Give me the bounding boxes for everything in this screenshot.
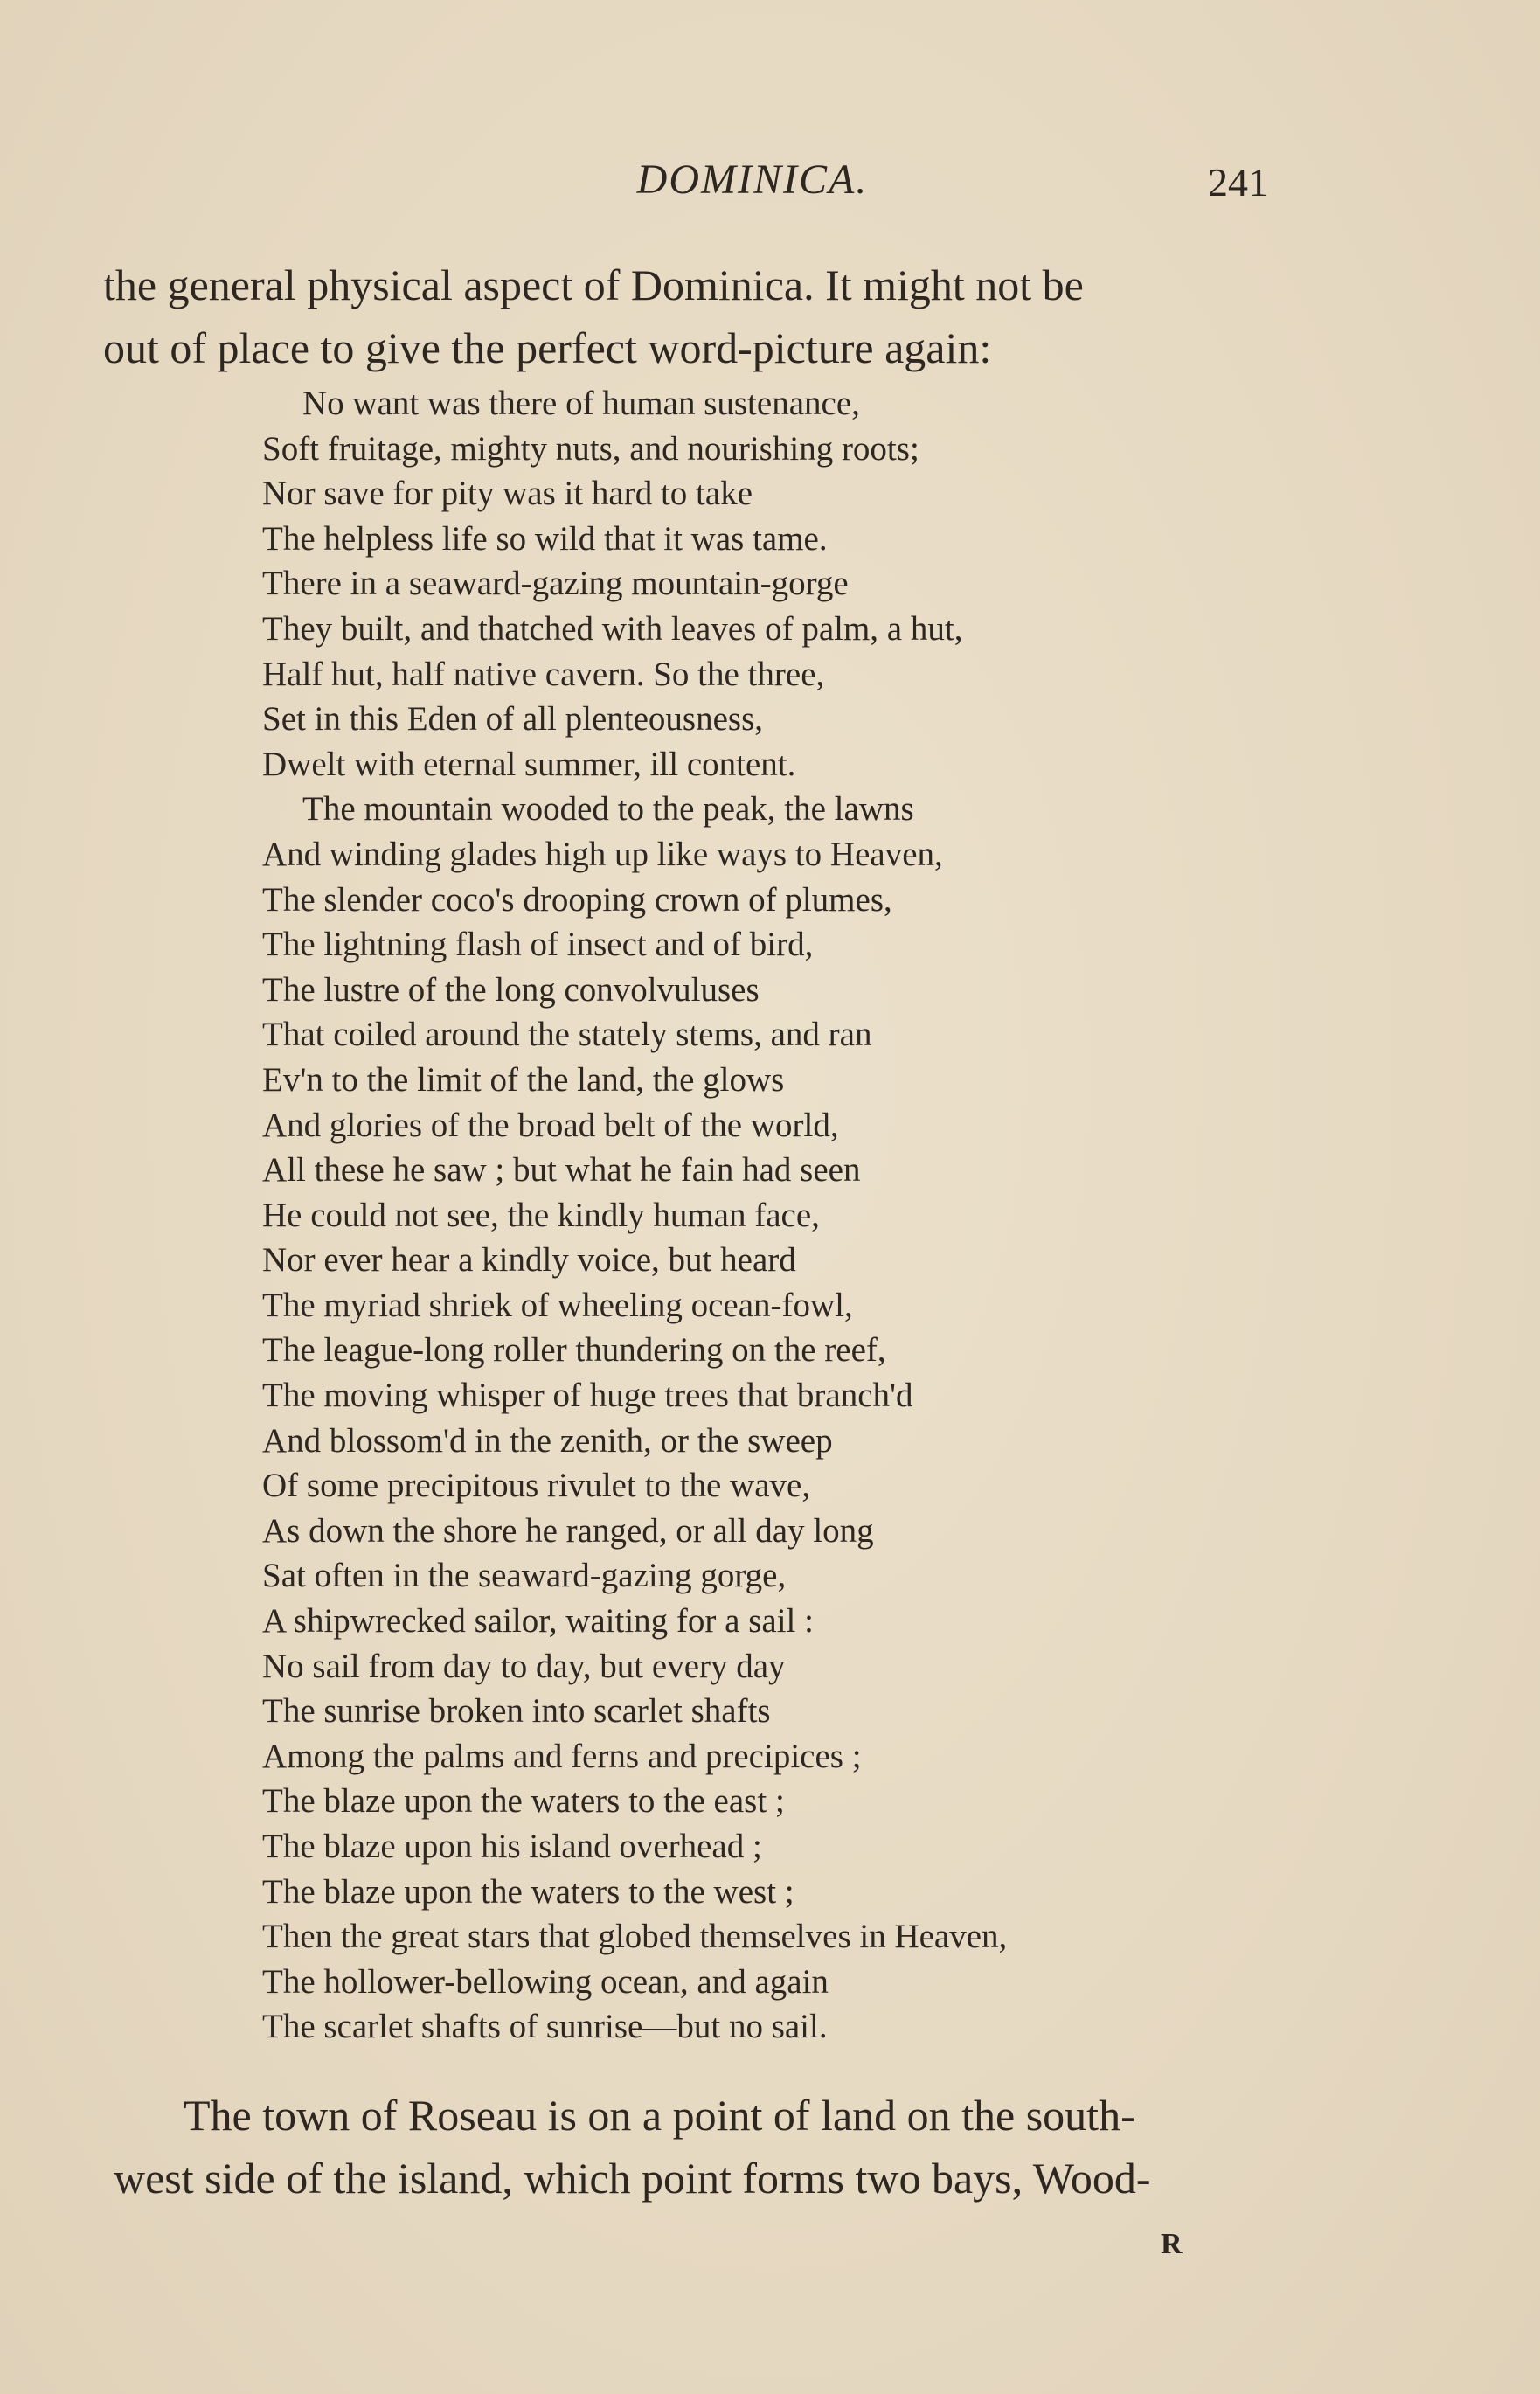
signature-mark: R	[1161, 2228, 1183, 2260]
prose-paragraph-bottom	[103, 2084, 1283, 2210]
poem-line: A shipwrecked sailor, waiting for a sail :	[262, 1602, 814, 1641]
page-number: 241	[1208, 160, 1268, 205]
prose-line: west side of the island, which point forms two bays, Wood-	[114, 2154, 1151, 2203]
poem-line: Soft fruitage, mighty nuts, and nourishing roots;	[262, 429, 919, 468]
poem-line: They built, and thatched with leaves of palm, a hut,	[262, 609, 963, 648]
poem-line: Dwelt with eternal summer, ill content.	[262, 745, 796, 783]
poem-line: The hollower-bellowing ocean, and again	[262, 1962, 829, 2001]
poem-line: Nor save for pity was it hard to take	[262, 475, 753, 513]
poem-line: He could not see, the kindly human face,	[262, 1196, 820, 1234]
poem-line: Half hut, half native cavern. So the three,	[262, 655, 825, 693]
poem-line: All these he saw ; but what he fain had seen	[262, 1151, 861, 1190]
poem-line: The blaze upon his island overhead ;	[262, 1828, 762, 1865]
prose-line: out of place to give the perfect word-picture again:	[103, 323, 992, 372]
poem-line: The lustre of the long convolvuluses	[262, 970, 760, 1009]
poem-line: And winding glades high up like ways to Heaven,	[262, 835, 943, 873]
poem-line: The league-long roller thundering on the reef,	[262, 1331, 886, 1370]
poem-line: Nor ever hear a kindly voice, but heard	[262, 1241, 796, 1280]
poem-line: The lightning flash of insect and of bird,	[262, 926, 814, 964]
poem-line: The mountain wooded to the peak, the lawns	[302, 790, 914, 829]
poem-line: The moving whisper of huge trees that branch'd	[262, 1377, 913, 1415]
poem-line: Of some precipitous rivulet to the wave,	[262, 1467, 811, 1505]
poem-quotation	[262, 381, 1267, 2050]
poem-line: No sail from day to day, but every day	[262, 1647, 786, 1685]
poem-line: The blaze upon the waters to the east ;	[262, 1782, 785, 1821]
poem-line: That coiled around the stately stems, and ran	[262, 1016, 872, 1054]
running-title: DOMINICA.	[636, 156, 869, 203]
poem-line: And blossom'd in the zenith, or the sweep	[262, 1421, 833, 1460]
poem-line: Then the great stars that globed themselves in Heaven,	[262, 1918, 1008, 1956]
poem-line: Ev'n to the limit of the land, the glows	[262, 1060, 785, 1099]
poem-line: The helpless life so wild that it was tame.	[262, 519, 828, 558]
poem-line: There in a seaward-gazing mountain-gorge	[262, 565, 849, 603]
poem-line: Sat often in the seaward-gazing gorge,	[262, 1557, 787, 1595]
poem-line: Set in this Eden of all plenteousness,	[262, 700, 764, 739]
poem-line: The slender coco's drooping crown of plumes,	[262, 880, 892, 919]
prose-line: The town of Roseau is on a point of land on the south-	[184, 2091, 1135, 2140]
poem-line: And glories of the broad belt of the world,	[262, 1106, 839, 1144]
poem-line: Among the palms and ferns and precipices ;	[262, 1737, 862, 1775]
poem-line: The sunrise broken into scarlet shafts	[262, 1692, 771, 1731]
poem-line: The scarlet shafts of sunrise—but no sail.	[262, 2008, 828, 2046]
prose-line: the general physical aspect of Dominica. It might not be	[103, 260, 1084, 309]
poem-line: The blaze upon the waters to the west ;	[262, 1872, 794, 1911]
prose-paragraph-top	[103, 253, 1283, 379]
poem-line: No want was there of human sustenance,	[302, 385, 860, 422]
poem-line: The myriad shriek of wheeling ocean-fowl,	[262, 1286, 853, 1324]
poem-line: As down the shore he ranged, or all day long	[262, 1511, 874, 1550]
